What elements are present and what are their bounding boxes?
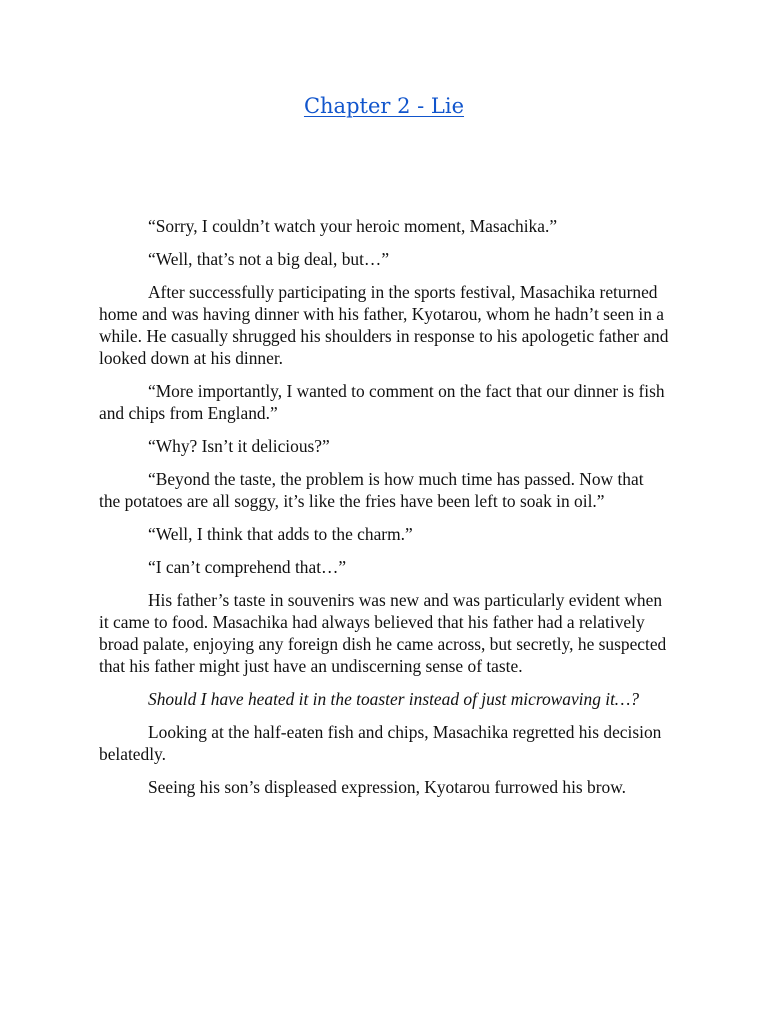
paragraph: “More importantly, I wanted to comment on the fact that our dinner is fish and chips from England.”: [99, 381, 665, 423]
paragraph: Looking at the half-eaten fish and chips, Masachika regretted his decision belatedly.: [99, 722, 662, 764]
paragraph: His father’s taste in souvenirs was new and was particularly evident when it came to food. Masachika had always believed that his father had a relatively broad palate, enjoying any foreign dish he came across, but secretly, he suspected that his father might just have an undiscerning sense of taste.: [99, 590, 667, 676]
paragraph: Seeing his son’s displeased expression, Kyotarou furrowed his brow.: [148, 777, 627, 797]
paragraph: “Well, that’s not a big deal, but…”: [148, 249, 390, 269]
paragraph: After successfully participating in the sports festival, Masachika returned home and was having dinner with his father, Kyotarou, whom he hadn’t seen in a while. He casually shrugged his shoulders in response to his apologetic father and looked down at his dinner.: [99, 282, 669, 368]
paragraph: “Beyond the taste, the problem is how much time has passed. Now that the potatoes are all soggy, it’s like the fries have been left to soak in oil.”: [99, 469, 644, 511]
paragraph: “Well, I think that adds to the charm.”: [148, 524, 413, 544]
chapter-title-link[interactable]: Chapter 2 - Lie: [303, 94, 465, 118]
chapter-body: [99, 215, 669, 809]
paragraph: “Sorry, I couldn’t watch your heroic moment, Masachika.”: [148, 216, 558, 236]
paragraph: “I can’t comprehend that…”: [148, 557, 347, 577]
paragraph: “Why? Isn’t it delicious?”: [148, 436, 330, 456]
paragraph-inner-thought: Should I have heated it in the toaster instead of just microwaving it…?: [148, 689, 640, 709]
